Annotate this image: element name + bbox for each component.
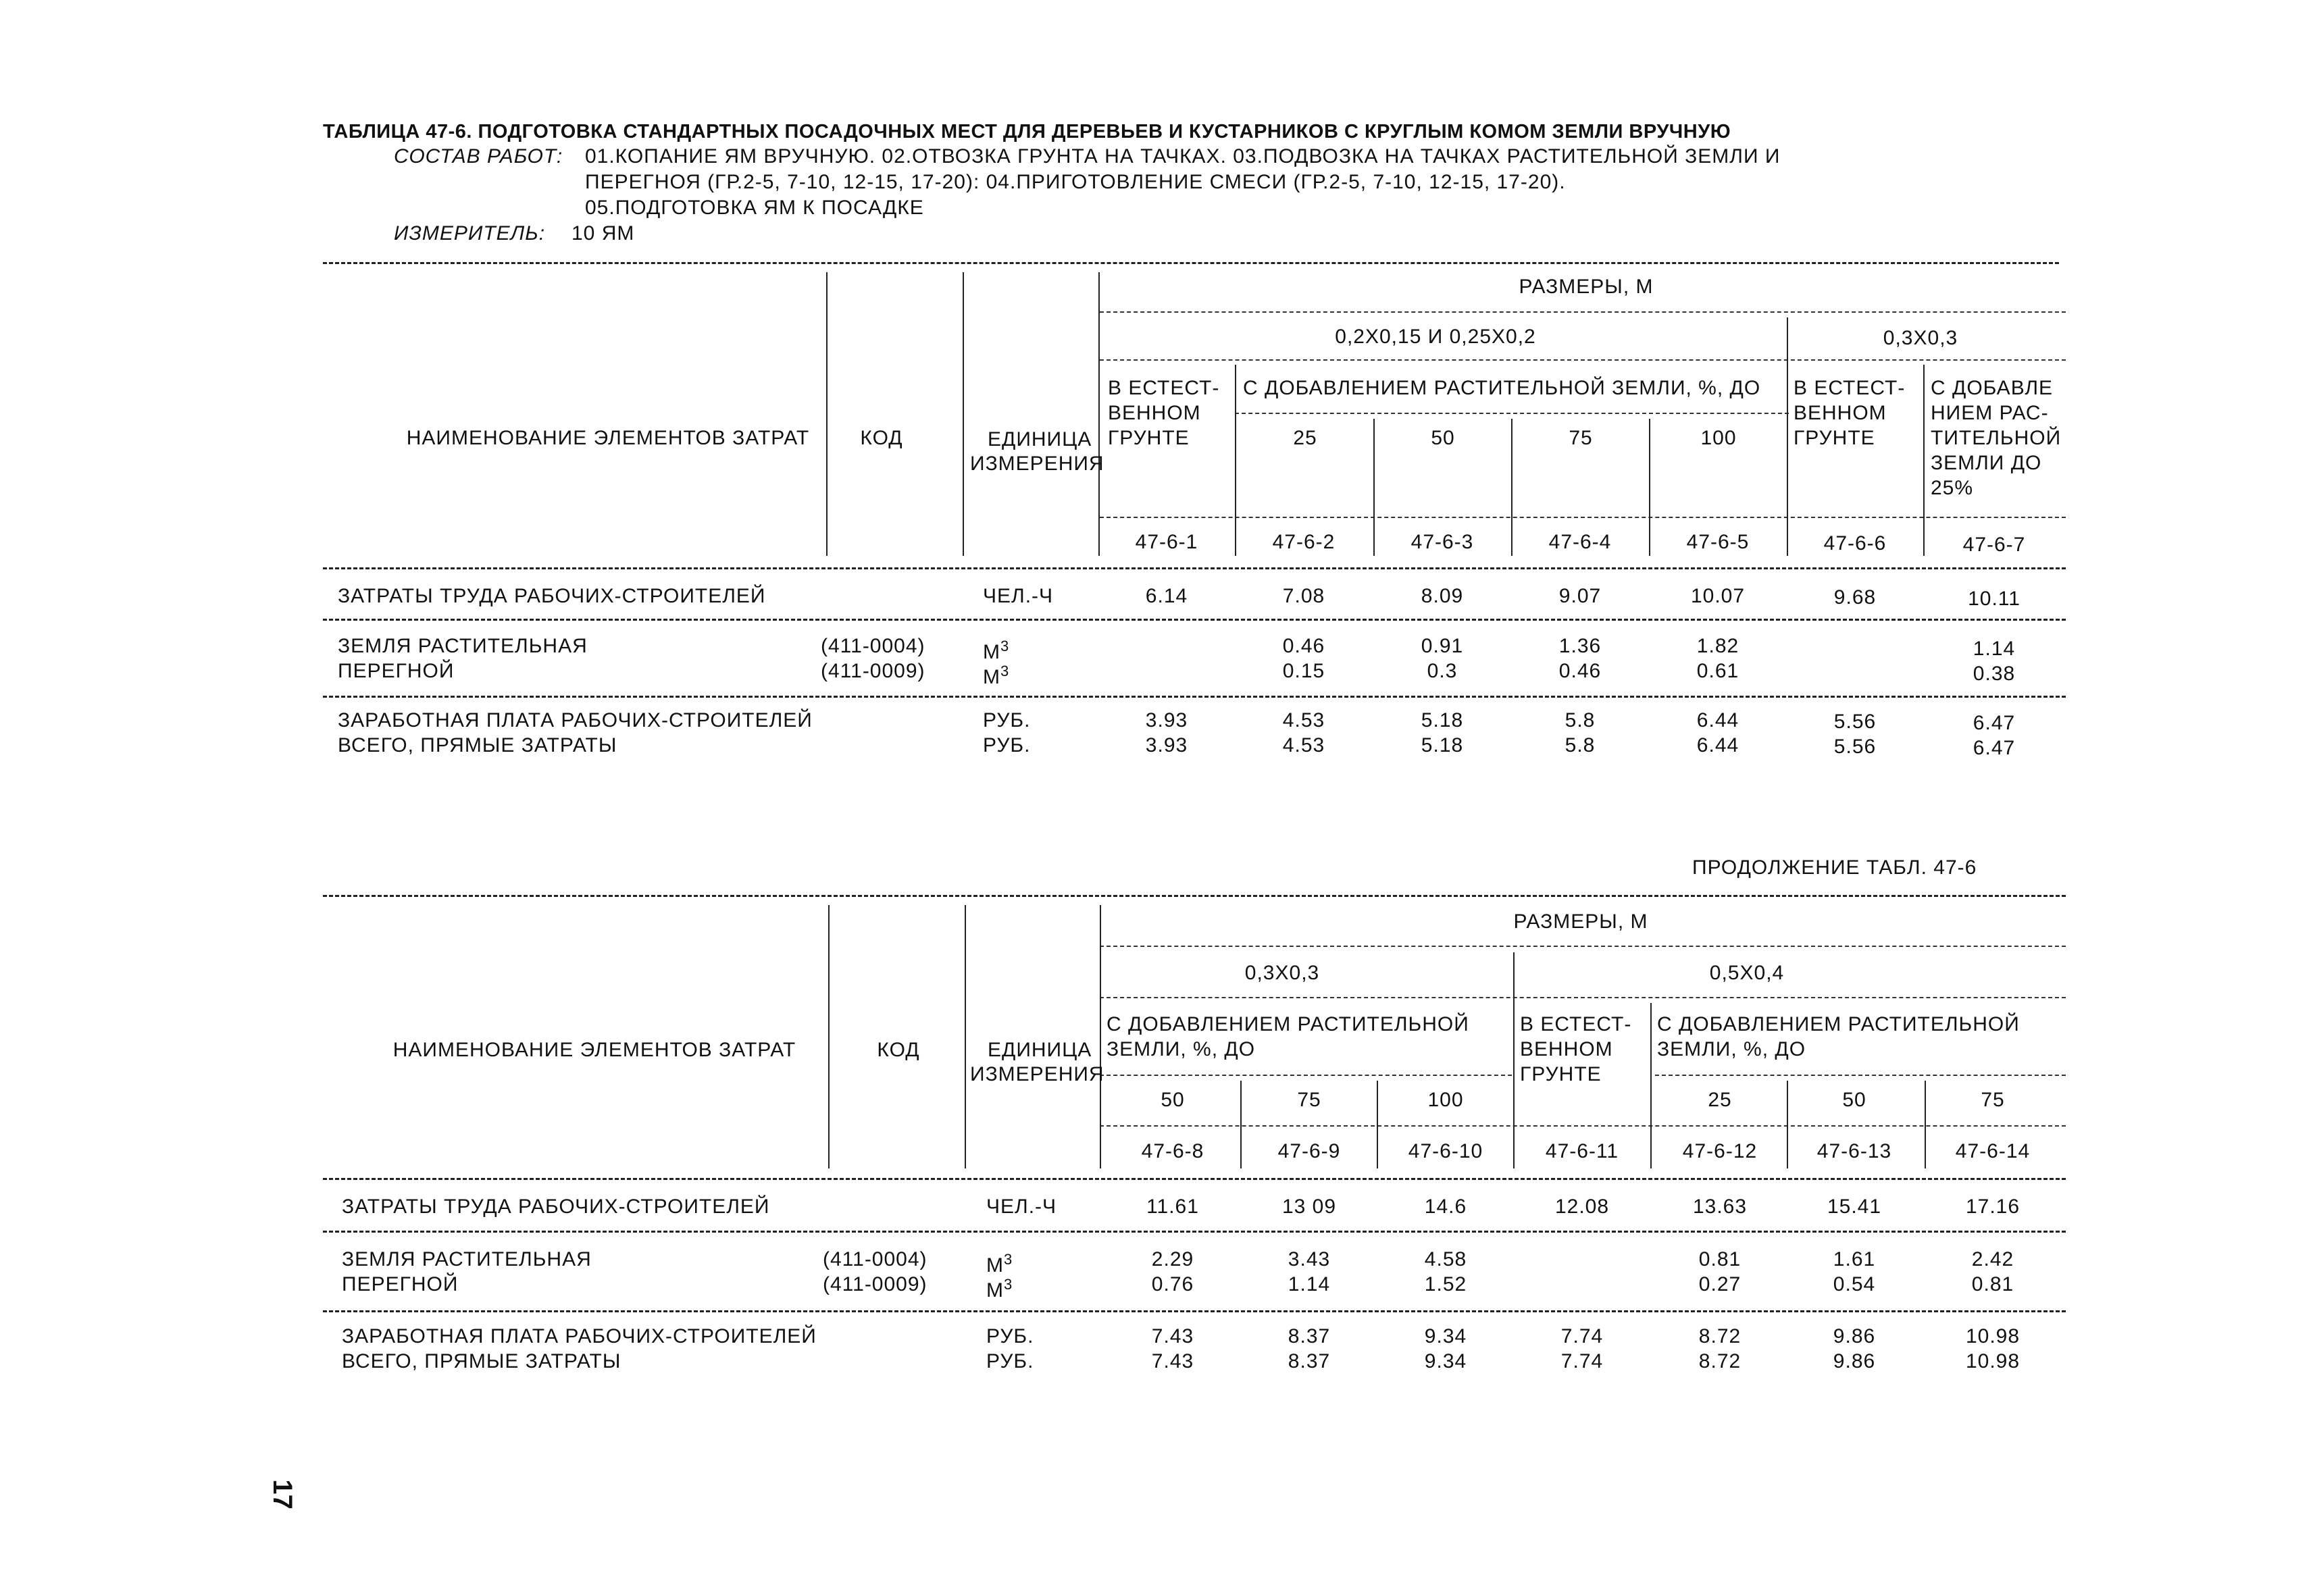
table2-group-a: 0,3Х0,3 bbox=[1244, 962, 1320, 984]
table2-header-bottom-rule bbox=[323, 1178, 2066, 1180]
table1-code: 47-6-7 bbox=[1962, 534, 2026, 556]
row-code: (411-0009) bbox=[823, 1273, 927, 1295]
row-name: ВСЕГО, ПРЯМЫЕ ЗАТРАТЫ bbox=[338, 734, 617, 756]
table1-added-header: С ДОБАВЛЕНИЕМ РАСТИТЕЛЬНОЙ ЗЕМЛИ, %, ДО bbox=[1243, 377, 1761, 399]
cell-value: 10.11 bbox=[1968, 588, 2020, 610]
cell-value: 7.74 bbox=[1560, 1350, 1604, 1372]
table1-code: 47-6-6 bbox=[1823, 532, 1887, 555]
cell-value: 9.86 bbox=[1833, 1350, 1876, 1372]
cell-value: 0.76 bbox=[1151, 1273, 1194, 1295]
cell-value: 8.37 bbox=[1288, 1325, 1331, 1347]
table1-last-4: ЗЕМЛИ ДО bbox=[1931, 452, 2042, 474]
cell-value: 9.68 bbox=[1833, 586, 1877, 609]
cell-value: 6.47 bbox=[1973, 712, 2016, 734]
cell-value: 6.14 bbox=[1145, 585, 1188, 607]
cell-value: 3.93 bbox=[1145, 734, 1188, 756]
row-name: ПЕРЕГНОЙ bbox=[342, 1273, 459, 1295]
table1-group-a: 0,2Х0,15 И 0,25Х0,2 bbox=[1335, 326, 1536, 348]
cell-value: 8.37 bbox=[1288, 1350, 1331, 1372]
continuation-label: ПРОДОЛЖЕНИЕ ТАБЛ. 47-6 bbox=[1692, 856, 1977, 879]
row-name: ЗЕМЛЯ РАСТИТЕЛЬНАЯ bbox=[338, 635, 588, 657]
table2-pct: 75 bbox=[1297, 1089, 1321, 1111]
table2-added-b-2: ЗЕМЛИ, %, ДО bbox=[1657, 1038, 1806, 1060]
table1-last-2: НИЕМ РАС- bbox=[1931, 402, 2049, 424]
row-unit: $М^3$ bbox=[986, 1251, 1013, 1277]
table2-natural-1: В ЕСТЕСТ- bbox=[1520, 1013, 1632, 1035]
table2-code: 47-6-11 bbox=[1545, 1140, 1619, 1162]
cell-value: 1.14 bbox=[1288, 1273, 1331, 1295]
table1-natural-b-1: В ЕСТЕСТ- bbox=[1794, 377, 1906, 399]
cell-value: 2.42 bbox=[1971, 1248, 2014, 1270]
table2-added-b-1: С ДОБАВЛЕНИЕМ РАСТИТЕЛЬНОЙ bbox=[1657, 1013, 2020, 1035]
table1-col-divider bbox=[1649, 419, 1650, 556]
row-unit: РУБ. bbox=[986, 1325, 1034, 1347]
work-line-2: ПЕРЕГНОЯ (ГР.2-5, 7-10, 12-15, 17-20): 04.ПРИГОТОВЛЕНИЕ СМЕСИ (ГР.2-5, 7-10, 12-15, 17-20). bbox=[585, 171, 1566, 193]
cell-value: 1.82 bbox=[1696, 635, 1739, 657]
table2-col-divider bbox=[1100, 905, 1101, 1168]
table1-rule bbox=[1100, 517, 2066, 518]
table2-rule bbox=[1100, 1125, 2066, 1127]
cell-value: 4.58 bbox=[1424, 1248, 1467, 1270]
cell-value: 6.47 bbox=[1973, 737, 2016, 759]
row-code: (411-0009) bbox=[821, 660, 925, 682]
table1-code: 47-6-2 bbox=[1272, 531, 1336, 553]
cell-value: 13 09 bbox=[1281, 1195, 1337, 1218]
row-name: ЗАРАБОТНАЯ ПЛАТА РАБОЧИХ-СТРОИТЕЛЕЙ bbox=[342, 1325, 817, 1347]
table2-col-divider bbox=[828, 905, 830, 1168]
cell-value: 11.61 bbox=[1146, 1195, 1199, 1218]
cell-value: 0.91 bbox=[1421, 635, 1464, 657]
table-title: ТАБЛИЦА 47-6. ПОДГОТОВКА СТАНДАРТНЫХ ПОСАДОЧНЫХ МЕСТ ДЛЯ ДЕРЕВЬЕВ И КУСТАРНИКОВ С КРУГЛЫМ КОМОМ ЗЕМЛИ ВРУЧНУЮ bbox=[323, 121, 1731, 143]
cell-value: 7.43 bbox=[1151, 1350, 1194, 1372]
cell-value: 7.08 bbox=[1282, 585, 1325, 607]
table1-natural-b-3: ГРУНТЕ bbox=[1794, 427, 1875, 449]
table2-col-divider bbox=[965, 905, 966, 1168]
cell-value: 8.72 bbox=[1698, 1325, 1742, 1347]
table1-pct-50: 50 bbox=[1431, 427, 1455, 449]
row-unit: ЧЕЛ.-Ч bbox=[983, 585, 1054, 607]
cell-value: 5.18 bbox=[1421, 734, 1464, 756]
row-name: ЗАТРАТЫ ТРУДА РАБОЧИХ-СТРОИТЕЛЕЙ bbox=[342, 1195, 770, 1218]
table1-pct-25: 25 bbox=[1293, 427, 1317, 449]
table1-rule bbox=[1235, 413, 1789, 414]
table1-col-divider bbox=[1098, 272, 1100, 556]
table1-pct-100: 100 bbox=[1700, 427, 1737, 449]
cell-value: 9.34 bbox=[1424, 1350, 1467, 1372]
row-name: ЗЕМЛЯ РАСТИТЕЛЬНАЯ bbox=[342, 1248, 592, 1270]
table1-unit-header: ЕДИНИЦА bbox=[988, 428, 1092, 451]
work-composition-label: СОСТАВ РАБОТ: bbox=[394, 145, 563, 168]
cell-value: 9.07 bbox=[1558, 585, 1602, 607]
table1-col-divider bbox=[1923, 365, 1925, 556]
row-name: ПЕРЕГНОЙ bbox=[338, 660, 455, 682]
table2-sizes-header: РАЗМЕРЫ, М bbox=[1513, 910, 1648, 933]
cell-value: 3.43 bbox=[1288, 1248, 1331, 1270]
table1-rule bbox=[1100, 359, 2066, 361]
measure-value: 10 ЯМ bbox=[571, 222, 635, 244]
cell-value: 5.56 bbox=[1833, 711, 1877, 733]
cell-value: 0.46 bbox=[1282, 635, 1325, 657]
table2-code: 47-6-13 bbox=[1816, 1140, 1892, 1162]
cell-value: 10.98 bbox=[1965, 1350, 2020, 1372]
cell-value: 13.63 bbox=[1692, 1195, 1748, 1218]
cell-value: 8.09 bbox=[1421, 585, 1464, 607]
cell-value: 1.52 bbox=[1424, 1273, 1467, 1295]
table2-pct: 75 bbox=[1981, 1089, 2005, 1111]
cell-value: 2.29 bbox=[1151, 1248, 1194, 1270]
table1-natural-2: ВЕННОМ bbox=[1108, 402, 1201, 424]
row-name: ЗАРАБОТНАЯ ПЛАТА РАБОЧИХ-СТРОИТЕЛЕЙ bbox=[338, 709, 813, 731]
cell-value: 0.54 bbox=[1833, 1273, 1876, 1295]
table1-group-b: 0,3Х0,3 bbox=[1883, 327, 1958, 349]
row-name: ЗАТРАТЫ ТРУДА РАБОЧИХ-СТРОИТЕЛЕЙ bbox=[338, 585, 766, 607]
cell-value: 1.14 bbox=[1973, 638, 2016, 660]
table1-rule bbox=[323, 696, 2066, 698]
cell-value: 0.81 bbox=[1971, 1273, 2014, 1295]
table2-rule bbox=[1100, 997, 2066, 998]
cell-value: 5.56 bbox=[1833, 736, 1877, 758]
table2-code: 47-6-8 bbox=[1141, 1140, 1204, 1162]
table1-last-3: ТИТЕЛЬНОЙ bbox=[1931, 427, 2062, 449]
cell-value: 15.41 bbox=[1827, 1195, 1882, 1218]
row-code: (411-0004) bbox=[823, 1248, 927, 1270]
cell-value: 9.86 bbox=[1833, 1325, 1876, 1347]
table2-col-divider bbox=[1650, 1003, 1652, 1168]
cell-value: 9.34 bbox=[1424, 1325, 1467, 1347]
table2-rule bbox=[1655, 1075, 2066, 1076]
table1-col-divider bbox=[1235, 365, 1236, 556]
row-unit: РУБ. bbox=[986, 1350, 1034, 1372]
table2-col-divider bbox=[1787, 1081, 1788, 1168]
table1-last-1: С ДОБАВЛЕ bbox=[1931, 377, 2054, 399]
table1-natural-3: ГРУНТЕ bbox=[1108, 427, 1190, 449]
table2-col-divider bbox=[1240, 1081, 1242, 1168]
cell-value: 3.93 bbox=[1145, 709, 1188, 731]
cell-value: 0.3 bbox=[1427, 660, 1458, 682]
table2-unit-header: ЕДИНИЦА bbox=[988, 1039, 1092, 1061]
cell-value: 8.72 bbox=[1698, 1350, 1742, 1372]
table2-col-divider bbox=[1377, 1081, 1378, 1168]
table1-col-divider bbox=[1511, 419, 1513, 556]
table2-code: 47-6-10 bbox=[1408, 1140, 1483, 1162]
cell-value: 4.53 bbox=[1282, 734, 1325, 756]
table1-natural-b-2: ВЕННОМ bbox=[1794, 402, 1887, 424]
table1-top-rule bbox=[323, 262, 2059, 264]
table1-col-divider bbox=[1373, 419, 1375, 556]
table2-code: 47-6-9 bbox=[1277, 1140, 1341, 1162]
table2-col-divider bbox=[1925, 1081, 1926, 1168]
table1-col-divider bbox=[826, 272, 828, 556]
row-unit: $М^3$ bbox=[983, 638, 1010, 663]
table2-rule bbox=[1100, 946, 2066, 947]
cell-value: 1.36 bbox=[1558, 635, 1602, 657]
row-unit: РУБ. bbox=[983, 734, 1031, 756]
table1-col-divider bbox=[963, 272, 964, 556]
table2-pct: 100 bbox=[1427, 1089, 1464, 1111]
table2-code: 47-6-14 bbox=[1955, 1140, 2031, 1162]
measure-label: ИЗМЕРИТЕЛЬ: bbox=[394, 222, 546, 244]
table1-col-divider bbox=[1787, 317, 1788, 556]
table1-name-header: НАИМЕНОВАНИЕ ЭЛЕМЕНТОВ ЗАТРАТ bbox=[406, 427, 810, 449]
table1-unit-header-2: ИЗМЕРЕНИЯ bbox=[970, 453, 1104, 475]
table1-code: 47-6-3 bbox=[1410, 531, 1474, 553]
cell-value: 12.08 bbox=[1554, 1195, 1610, 1218]
cell-value: 0.81 bbox=[1698, 1248, 1742, 1270]
cell-value: 5.18 bbox=[1421, 709, 1464, 731]
table2-name-header: НАИМЕНОВАНИЕ ЭЛЕМЕНТОВ ЗАТРАТ bbox=[392, 1039, 796, 1061]
cell-value: 5.8 bbox=[1565, 709, 1596, 731]
table2-pct: 50 bbox=[1842, 1089, 1866, 1111]
row-code: (411-0004) bbox=[821, 635, 925, 657]
row-name: ВСЕГО, ПРЯМЫЕ ЗАТРАТЫ bbox=[342, 1350, 621, 1372]
cell-value: 0.46 bbox=[1558, 660, 1602, 682]
cell-value: 0.61 bbox=[1696, 660, 1739, 682]
cell-value: 6.44 bbox=[1696, 709, 1739, 731]
table1-rule bbox=[1100, 311, 2066, 313]
table1-header-bottom-rule bbox=[323, 567, 2066, 569]
table2-pct: 25 bbox=[1708, 1089, 1732, 1111]
cell-value: 17.16 bbox=[1965, 1195, 2020, 1218]
work-line-1: 01.КОПАНИЕ ЯМ ВРУЧНУЮ. 02.ОТВОЗКА ГРУНТА НА ТАЧКАХ. 03.ПОДВОЗКА НА ТАЧКАХ РАСТИТЕЛЬНОЙ ЗЕМЛИ И bbox=[585, 145, 1781, 168]
table1-code: 47-6-1 bbox=[1135, 531, 1198, 553]
table2-natural-3: ГРУНТЕ bbox=[1520, 1063, 1602, 1085]
table1-code-header: КОД bbox=[860, 427, 903, 449]
cell-value: 10.98 bbox=[1965, 1325, 2020, 1347]
table2-rule bbox=[1100, 1075, 1512, 1076]
table2-code-header: КОД bbox=[877, 1039, 920, 1061]
page-number: 17 bbox=[267, 1479, 297, 1510]
cell-value: 0.15 bbox=[1282, 660, 1325, 682]
table1-code: 47-6-4 bbox=[1548, 531, 1612, 553]
cell-value: 4.53 bbox=[1282, 709, 1325, 731]
cell-value: 7.43 bbox=[1151, 1325, 1194, 1347]
table1-rule bbox=[323, 619, 2066, 621]
work-line-3: 05.ПОДГОТОВКА ЯМ К ПОСАДКЕ bbox=[585, 197, 924, 219]
row-unit: РУБ. bbox=[983, 709, 1031, 731]
table2-pct: 50 bbox=[1161, 1089, 1185, 1111]
cell-value: 0.38 bbox=[1973, 663, 2016, 685]
row-unit: $М^3$ bbox=[986, 1276, 1013, 1302]
row-unit: $М^3$ bbox=[983, 663, 1010, 688]
table1-code: 47-6-5 bbox=[1686, 531, 1750, 553]
cell-value: 6.44 bbox=[1696, 734, 1739, 756]
cell-value: 0.27 bbox=[1698, 1273, 1742, 1295]
cell-value: 7.74 bbox=[1560, 1325, 1604, 1347]
table2-col-divider bbox=[1513, 952, 1515, 1168]
table1-sizes-header: РАЗМЕРЫ, М bbox=[1519, 276, 1654, 298]
table2-added-a-1: С ДОБАВЛЕНИЕМ РАСТИТЕЛЬНОЙ bbox=[1107, 1013, 1469, 1035]
table2-added-a-2: ЗЕМЛИ, %, ДО bbox=[1107, 1038, 1256, 1060]
table2-rule bbox=[323, 1310, 2066, 1312]
row-unit: ЧЕЛ.-Ч bbox=[986, 1195, 1057, 1218]
cell-value: 1.61 bbox=[1833, 1248, 1876, 1270]
table2-top-rule bbox=[323, 895, 2066, 897]
table2-unit-header-2: ИЗМЕРЕНИЯ bbox=[970, 1063, 1104, 1085]
table1-pct-75: 75 bbox=[1569, 427, 1593, 449]
table2-code: 47-6-12 bbox=[1682, 1140, 1758, 1162]
table1-natural-1: В ЕСТЕСТ- bbox=[1108, 377, 1220, 399]
table2-rule bbox=[323, 1231, 2066, 1233]
cell-value: 14.6 bbox=[1424, 1195, 1467, 1218]
table2-group-b: 0,5Х0,4 bbox=[1709, 962, 1785, 984]
table1-last-5: 25% bbox=[1931, 477, 1974, 499]
table2-natural-2: ВЕННОМ bbox=[1520, 1038, 1613, 1060]
cell-value: 10.07 bbox=[1690, 585, 1746, 607]
cell-value: 5.8 bbox=[1565, 734, 1596, 756]
